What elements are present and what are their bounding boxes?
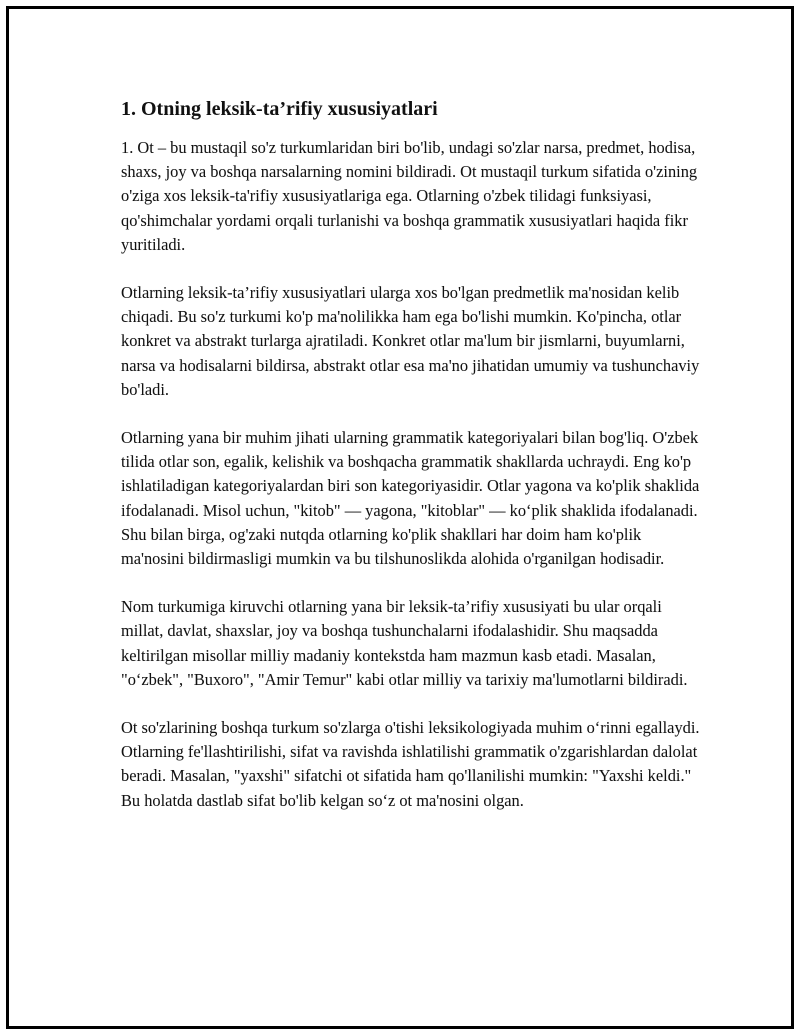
paragraph-1: 1. Ot – bu mustaqil so'z turkumlaridan biri bo'lib, undagi so'zlar narsa, predmet, hodisa, shaxs, joy va boshqa narsalarning nomini bildiradi. Ot mustaqil turkum sifatida o'zining o'ziga xos leksik-ta'rifiy xususiyatlariga ega. Otlarning o'zbek tilidagi funksiyasi, qo'shimchalar yordami orqali turlanishi va boshqa grammatik xususiyatlari haqida fikr yuritiladi. (121, 138, 698, 254)
page-frame (6, 6, 794, 1029)
paragraph-4: Nom turkumiga kiruvchi otlarning yana bir leksik-ta’rifiy xususiyati bu ular orqali millat, davlat, shaxslar, joy va boshqa tushunchalarni ifodalashidir. Shu maqsadda keltirilgan misollar milliy madaniy kontekstda ham mazmun kasb etadi. Masalan, "o‘zbek", "Buxoro", "Amir Temur" kabi otlar milliy va tarixiy ma'lumotlarni bildiradi. (121, 597, 688, 689)
paragraph-2: Otlarning leksik-ta’rifiy xususiyatlari ularga xos bo'lgan predmetlik ma'nosidan kelib chiqadi. Bu so'z turkumi ko'p ma'nolilikka ham ega bo'lishi mumkin. Ko'pincha, otlar konkret va abstrakt turlarga ajratiladi. Konkret otlar ma'lum bir jismlarni, buyumlarni, narsa va hodisalarni bildirsa, abstrakt otlar esa ma'no jihatidan umumiy va tushunchaviy bo'ladi. (121, 283, 700, 399)
paragraph-3: Otlarning yana bir muhim jihati ularning grammatik kategoriyalari bilan bog'liq. O'zbek tilida otlar son, egalik, kelishik va boshqacha grammatik shakllarda uchraydi. Eng ko'p ishlatiladigan kategoriyalardan biri son kategoriyasidir. Otlar yagona va ko'plik shaklida ifodalanadi. Misol uchun, "kitob" — yagona, "kitoblar" — ko‘plik shaklida ifodalanadi. Shu bilan birga, og'zaki nutqda otlarning ko'plik shakllari har doim ham ko'plik ma'nosini bildirmasligi mumkin va bu tilshunoslikda alohida o'rganilgan hodisadir. (121, 428, 700, 569)
document-heading: 1. Otning leksik-ta’rifiy xususiyatlari (121, 98, 438, 120)
paragraph-5: Ot so'zlarining boshqa turkum so'zlarga o'tishi leksikologiyada muhim o‘rinni egallaydi. Otlarning fe'llashtirilishi, sifat va ravishda ishlatilishi grammatik o'zgarishlardan dalolat beradi. Masalan, "yaxshi" sifatchi ot sifatida ham qo'llanilishi mumkin: "Yaxshi keldi." Bu holatda dastlab sifat bo'lib kelgan so‘z ot ma'nosini olgan. (121, 718, 700, 810)
document-content (121, 97, 701, 837)
